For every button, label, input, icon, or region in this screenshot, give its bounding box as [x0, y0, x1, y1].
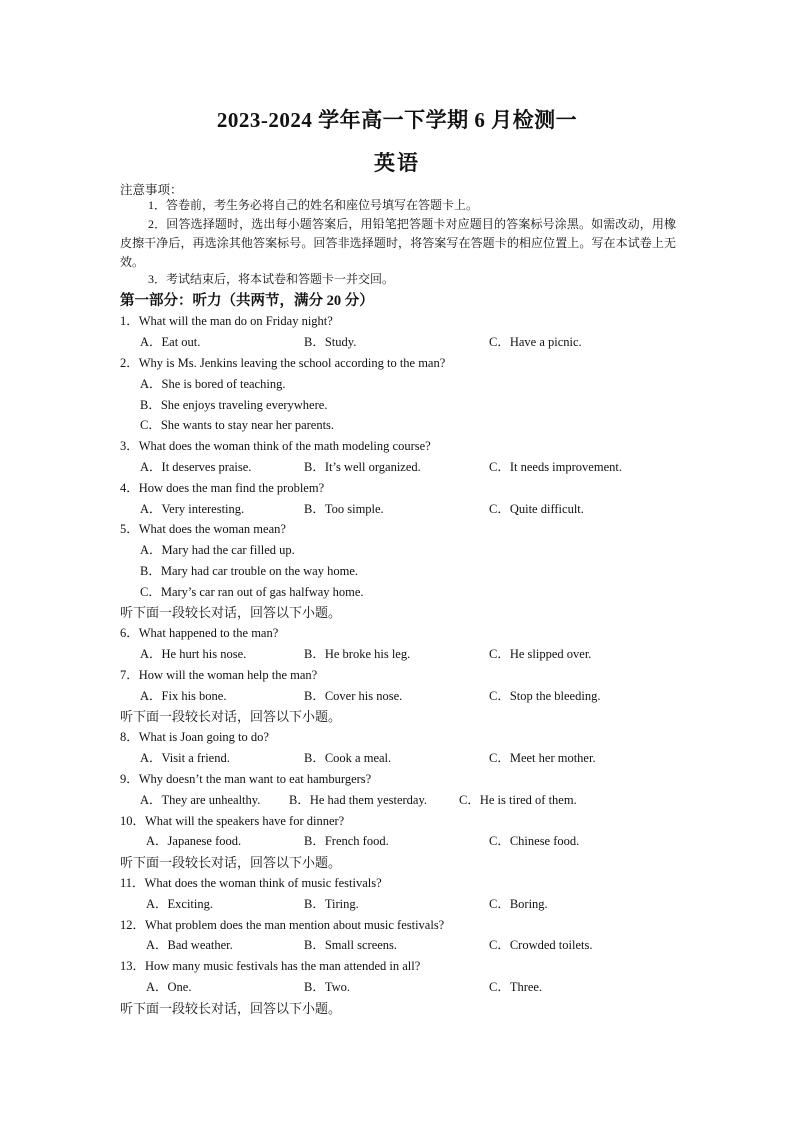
option-a: A．They are unhealthy.	[140, 793, 261, 807]
option-a: A．Fix his bone.	[140, 689, 227, 703]
question-stem: 4．How does the man find the problem?	[120, 481, 325, 495]
option-c: C．Stop the bleeding.	[489, 689, 601, 703]
option-c: C．Boring.	[489, 897, 548, 911]
notice-label: 注意事项：	[120, 183, 183, 197]
question-stem: 9．Why doesn’t the man want to eat hamburgers?	[120, 772, 372, 786]
option-b: B．Two.	[304, 980, 351, 994]
question-stem: 13．How many music festivals has the man attended in all?	[120, 959, 421, 973]
option-c: C．It needs improvement.	[489, 460, 622, 474]
question-stem: 11．What does the woman think of music festivals?	[120, 876, 382, 890]
exam-subject: 英语	[374, 151, 420, 175]
question-stem: 3．What does the woman think of the math modeling course?	[120, 439, 431, 453]
question-stem: 5．What does the woman mean?	[120, 522, 286, 536]
question-stem: 8．What is Joan going to do?	[120, 730, 269, 744]
option-a: A．It deserves praise.	[140, 460, 252, 474]
option-b: B．Tiring.	[304, 897, 359, 911]
option-c: C．She wants to stay near her parents.	[140, 418, 335, 432]
option-a: A．She is bored of teaching.	[140, 377, 286, 391]
option-c: C．Chinese food.	[489, 834, 580, 848]
option-a: A．One.	[146, 980, 192, 994]
option-c: C．Mary’s car ran out of gas halfway home.	[140, 585, 364, 599]
option-c: C．Meet her mother.	[489, 751, 596, 765]
notice-item-3: 3．考试结束后，将本试卷和答题卡一并交回。	[148, 272, 395, 286]
option-c: C．Quite difficult.	[489, 502, 584, 516]
section-note: 听下面一段较长对话，回答以下小题。	[120, 855, 342, 870]
question-stem: 7．How will the woman help the man?	[120, 668, 318, 682]
option-a: A．Visit a friend.	[140, 751, 230, 765]
option-b: B．Cover his nose.	[304, 689, 403, 703]
option-c: C．He slipped over.	[489, 647, 592, 661]
section-note: 听下面一段较长对话，回答以下小题。	[120, 605, 342, 620]
option-b: B．It’s well organized.	[304, 460, 421, 474]
notice-item-1: 1．答卷前，考生务必将自己的姓名和座位号填写在答题卡上。	[148, 198, 479, 212]
option-b: B．Small screens.	[304, 938, 398, 952]
option-c: C．Crowded toilets.	[489, 938, 593, 952]
option-a: A．Mary had the car filled up.	[140, 543, 295, 557]
question-stem: 6．What happened to the man?	[120, 626, 279, 640]
option-b: B．He had them yesterday.	[289, 793, 428, 807]
option-a: A．Eat out.	[140, 335, 201, 349]
option-b: B．Mary had car trouble on the way home.	[140, 564, 358, 578]
option-b: B．She enjoys traveling everywhere.	[140, 398, 328, 412]
option-b: B．He broke his leg.	[304, 647, 411, 661]
question-stem: 10．What will the speakers have for dinner?	[120, 814, 345, 828]
question-stem: 2．Why is Ms. Jenkins leaving the school according to the man?	[120, 356, 446, 370]
option-a: A．Japanese food.	[146, 834, 242, 848]
notice-item-2: 2．回答选择题时，选出每小题答案后，用铅笔把答题卡对应题目的答案标号涂黑。如需改动，用橡皮擦干净后，再选涂其他答案标号。回答非选择题时，将答案写在答题卡的相应位置上。写在本试卷上无效。	[120, 217, 676, 269]
option-c: C．Three.	[489, 980, 543, 994]
option-a: A．Exciting.	[146, 897, 214, 911]
option-a: A．Bad weather.	[146, 938, 233, 952]
option-c: C．He is tired of them.	[459, 793, 577, 807]
question-stem: 1．What will the man do on Friday night?	[120, 314, 333, 328]
exam-title: 2023-2024 学年高一下学期 6 月检测一	[216, 108, 578, 132]
option-a: A．Very interesting.	[140, 502, 245, 516]
question-stem: 12．What problem does the man mention about music festivals?	[120, 918, 445, 932]
option-b: B．Study.	[304, 335, 357, 349]
option-b: B．Too simple.	[304, 502, 384, 516]
option-a: A．He hurt his nose.	[140, 647, 247, 661]
option-b: B．Cook a meal.	[304, 751, 392, 765]
section-note: 听下面一段较长对话，回答以下小题。	[120, 709, 342, 724]
part-one-heading: 第一部分：听力（共两节，满分 20 分）	[120, 293, 374, 309]
option-c: C．Have a picnic.	[489, 335, 582, 349]
section-note: 听下面一段较长对话，回答以下小题。	[120, 1001, 342, 1016]
option-b: B．French food.	[304, 834, 389, 848]
